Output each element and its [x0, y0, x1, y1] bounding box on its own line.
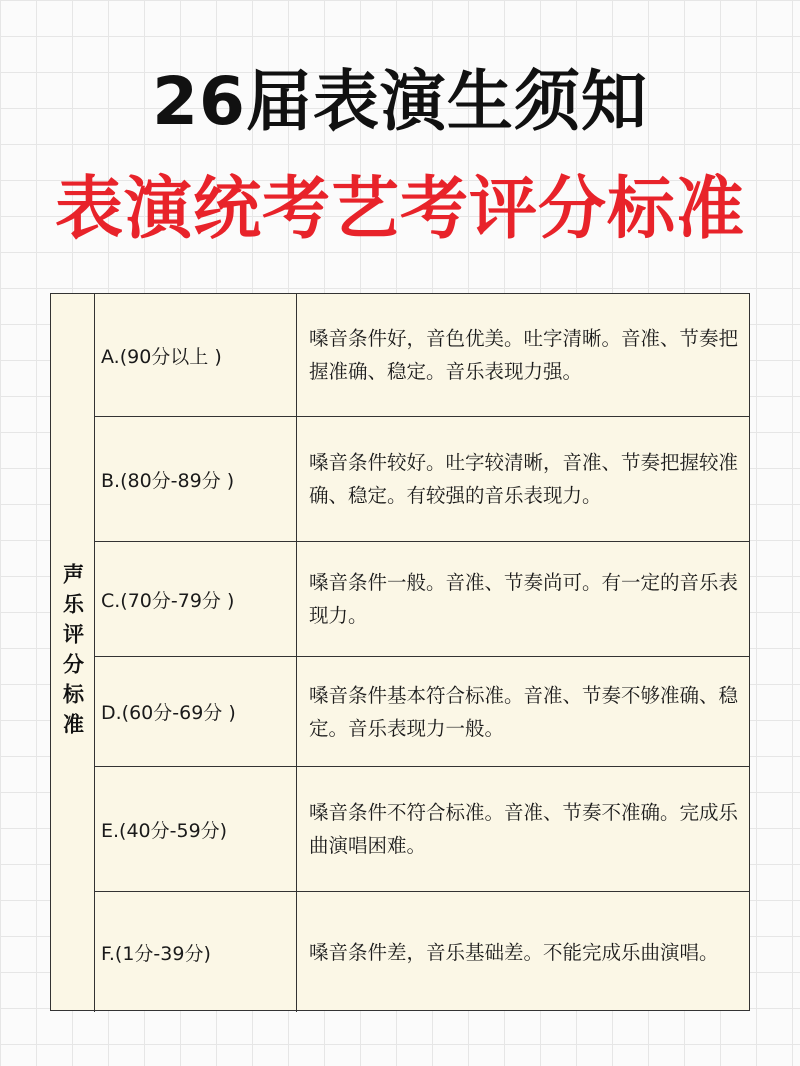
- category-label: 声乐评分标准: [51, 294, 95, 1012]
- desc-c: 嗓音条件一般。音准、节奏尚可。有一定的音乐表现力。: [297, 542, 749, 657]
- scoring-table: [50, 293, 750, 1011]
- grade-a: A.(90分以上 ): [95, 294, 297, 417]
- grade-f: F.(1分-39分): [95, 892, 297, 1012]
- desc-a: 嗓音条件好，音色优美。吐字清晰。音准、节奏把握准确、稳定。音乐表现力强。: [297, 294, 749, 417]
- grade-c: C.(70分-79分 ): [95, 542, 297, 657]
- desc-b: 嗓音条件较好。吐字较清晰，音准、节奏把握较准确、稳定。有较强的音乐表现力。: [297, 417, 749, 542]
- grade-e: E.(40分-59分): [95, 767, 297, 892]
- grade-d: D.(60分-69分 ): [95, 657, 297, 767]
- desc-e: 嗓音条件不符合标准。音准、节奏不准确。完成乐曲演唱困难。: [297, 767, 749, 892]
- desc-d: 嗓音条件基本符合标准。音准、节奏不够准确、稳定。音乐表现力一般。: [297, 657, 749, 767]
- page-subtitle: 表演统考艺考评分标准: [54, 170, 745, 249]
- grade-b: B.(80分-89分 ): [95, 417, 297, 542]
- page-title: 26届表演生须知: [152, 63, 648, 140]
- desc-f: 嗓音条件差，音乐基础差。不能完成乐曲演唱。: [309, 940, 719, 964]
